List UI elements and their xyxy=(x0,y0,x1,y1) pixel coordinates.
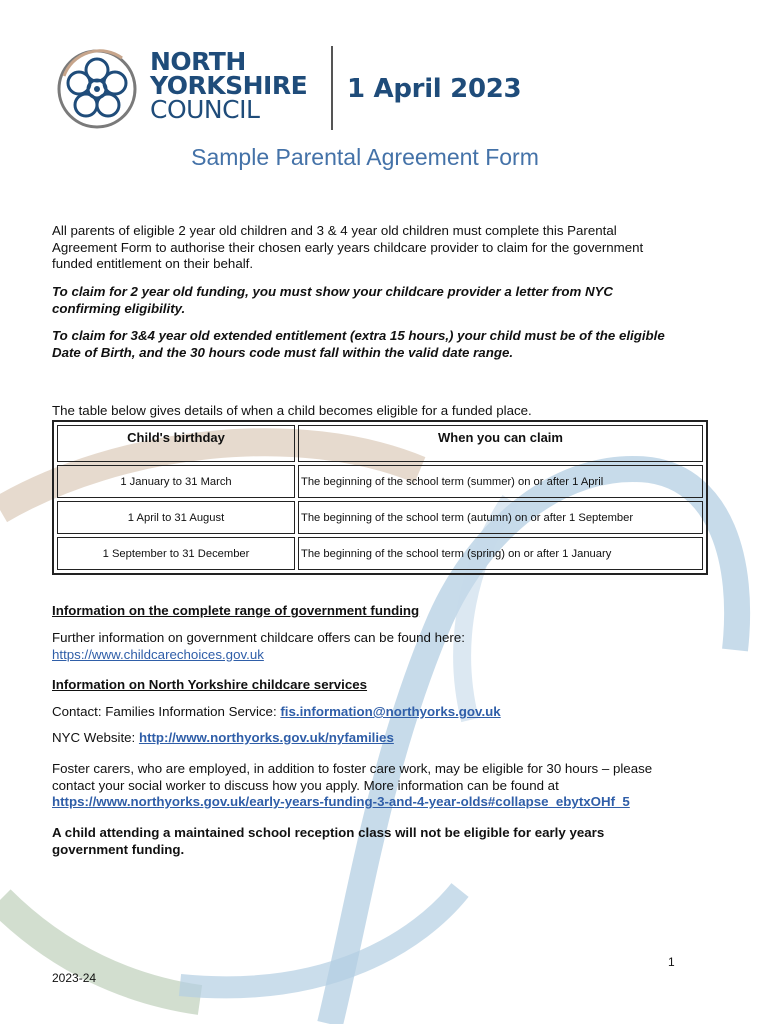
notice-2-year-funding: To claim for 2 year old funding, you must show your childcare provider a letter from NYC confirming eligibility. xyxy=(52,284,614,316)
claim-cell: The beginning of the school term (summer) on or after 1 April xyxy=(298,465,703,498)
wordmark-line-3: COUNCIL xyxy=(150,95,260,124)
early-years-funding-link[interactable]: https://www.northyorks.gov.uk/early-years-funding-3-and-4-year-olds#collapse_ebytxOHf_5 xyxy=(52,794,630,809)
foster-carers-text: Foster carers, who are employed, in addition to foster care work, may be eligible for 30 hours – please contact your social worker to discuss how you apply. More information can be found at xyxy=(52,761,653,793)
notice-3-4-year-funding: To claim for 3&4 year old extended entitlement (extra 15 hours,) your child must be of the eligible Date of Birth, and the 30 hours code must fall within the valid date range. xyxy=(52,328,665,360)
wordmark-line-2: YORKSHIRE xyxy=(150,71,308,100)
foster-carers-paragraph xyxy=(52,761,692,811)
claim-cell: The beginning of the school term (spring) on or after 1 January xyxy=(298,537,703,570)
column-header-birthday: Child's birthday xyxy=(57,425,295,462)
funding-section-text xyxy=(52,630,672,663)
table-row xyxy=(57,501,703,534)
table-row xyxy=(57,537,703,570)
fis-email-link[interactable]: fis.information@northyorks.gov.uk xyxy=(280,704,501,719)
eligibility-table xyxy=(52,420,708,575)
footer-year: 2023-24 xyxy=(52,971,97,985)
contact-label: Contact: Families Information Service: xyxy=(52,704,281,719)
claim-cell: The beginning of the school term (autumn) on or after 1 September xyxy=(298,501,703,534)
table-intro: The table below gives details of when a child becomes eligible for a funded place. xyxy=(52,403,532,418)
wordmark-line-1: NORTH xyxy=(150,47,246,76)
nyc-families-link[interactable]: http://www.northyorks.gov.uk/nyfamilies xyxy=(138,730,394,745)
childcare-choices-link[interactable]: https://www.childcarechoices.gov.uk xyxy=(52,646,264,662)
birthday-cell: 1 April to 31 August xyxy=(57,501,295,534)
header-divider xyxy=(331,46,333,130)
website-line xyxy=(52,730,672,747)
reception-class-note: A child attending a maintained school reception class will not be eligible for early years government funding. xyxy=(52,825,605,857)
intro-paragraph: All parents of eligible 2 year old children and 3 & 4 year old children must complete this Parental Agreement Form to authorise their chosen early years childcare provider to claim for the government funded entitlement on their behalf. xyxy=(52,223,644,271)
services-section-heading: Information on North Yorkshire childcare services xyxy=(52,677,368,692)
header-date: 1 April 2023 xyxy=(347,74,522,104)
funding-info-text: Further information on government childcare offers can be found here: xyxy=(52,630,465,645)
column-header-claim: When you can claim xyxy=(298,425,703,462)
rose-emblem-icon xyxy=(52,46,146,132)
council-wordmark xyxy=(150,47,308,124)
table-row xyxy=(57,465,703,498)
birthday-cell: 1 September to 31 December xyxy=(57,537,295,570)
table-header-row xyxy=(57,425,703,462)
page-number: 1 xyxy=(668,955,675,969)
page-title: Sample Parental Agreement Form xyxy=(191,144,539,170)
contact-line xyxy=(52,704,672,721)
website-label: NYC Website: xyxy=(52,730,139,745)
birthday-cell: 1 January to 31 March xyxy=(57,465,295,498)
funding-section-heading: Information on the complete range of government funding xyxy=(52,603,420,618)
